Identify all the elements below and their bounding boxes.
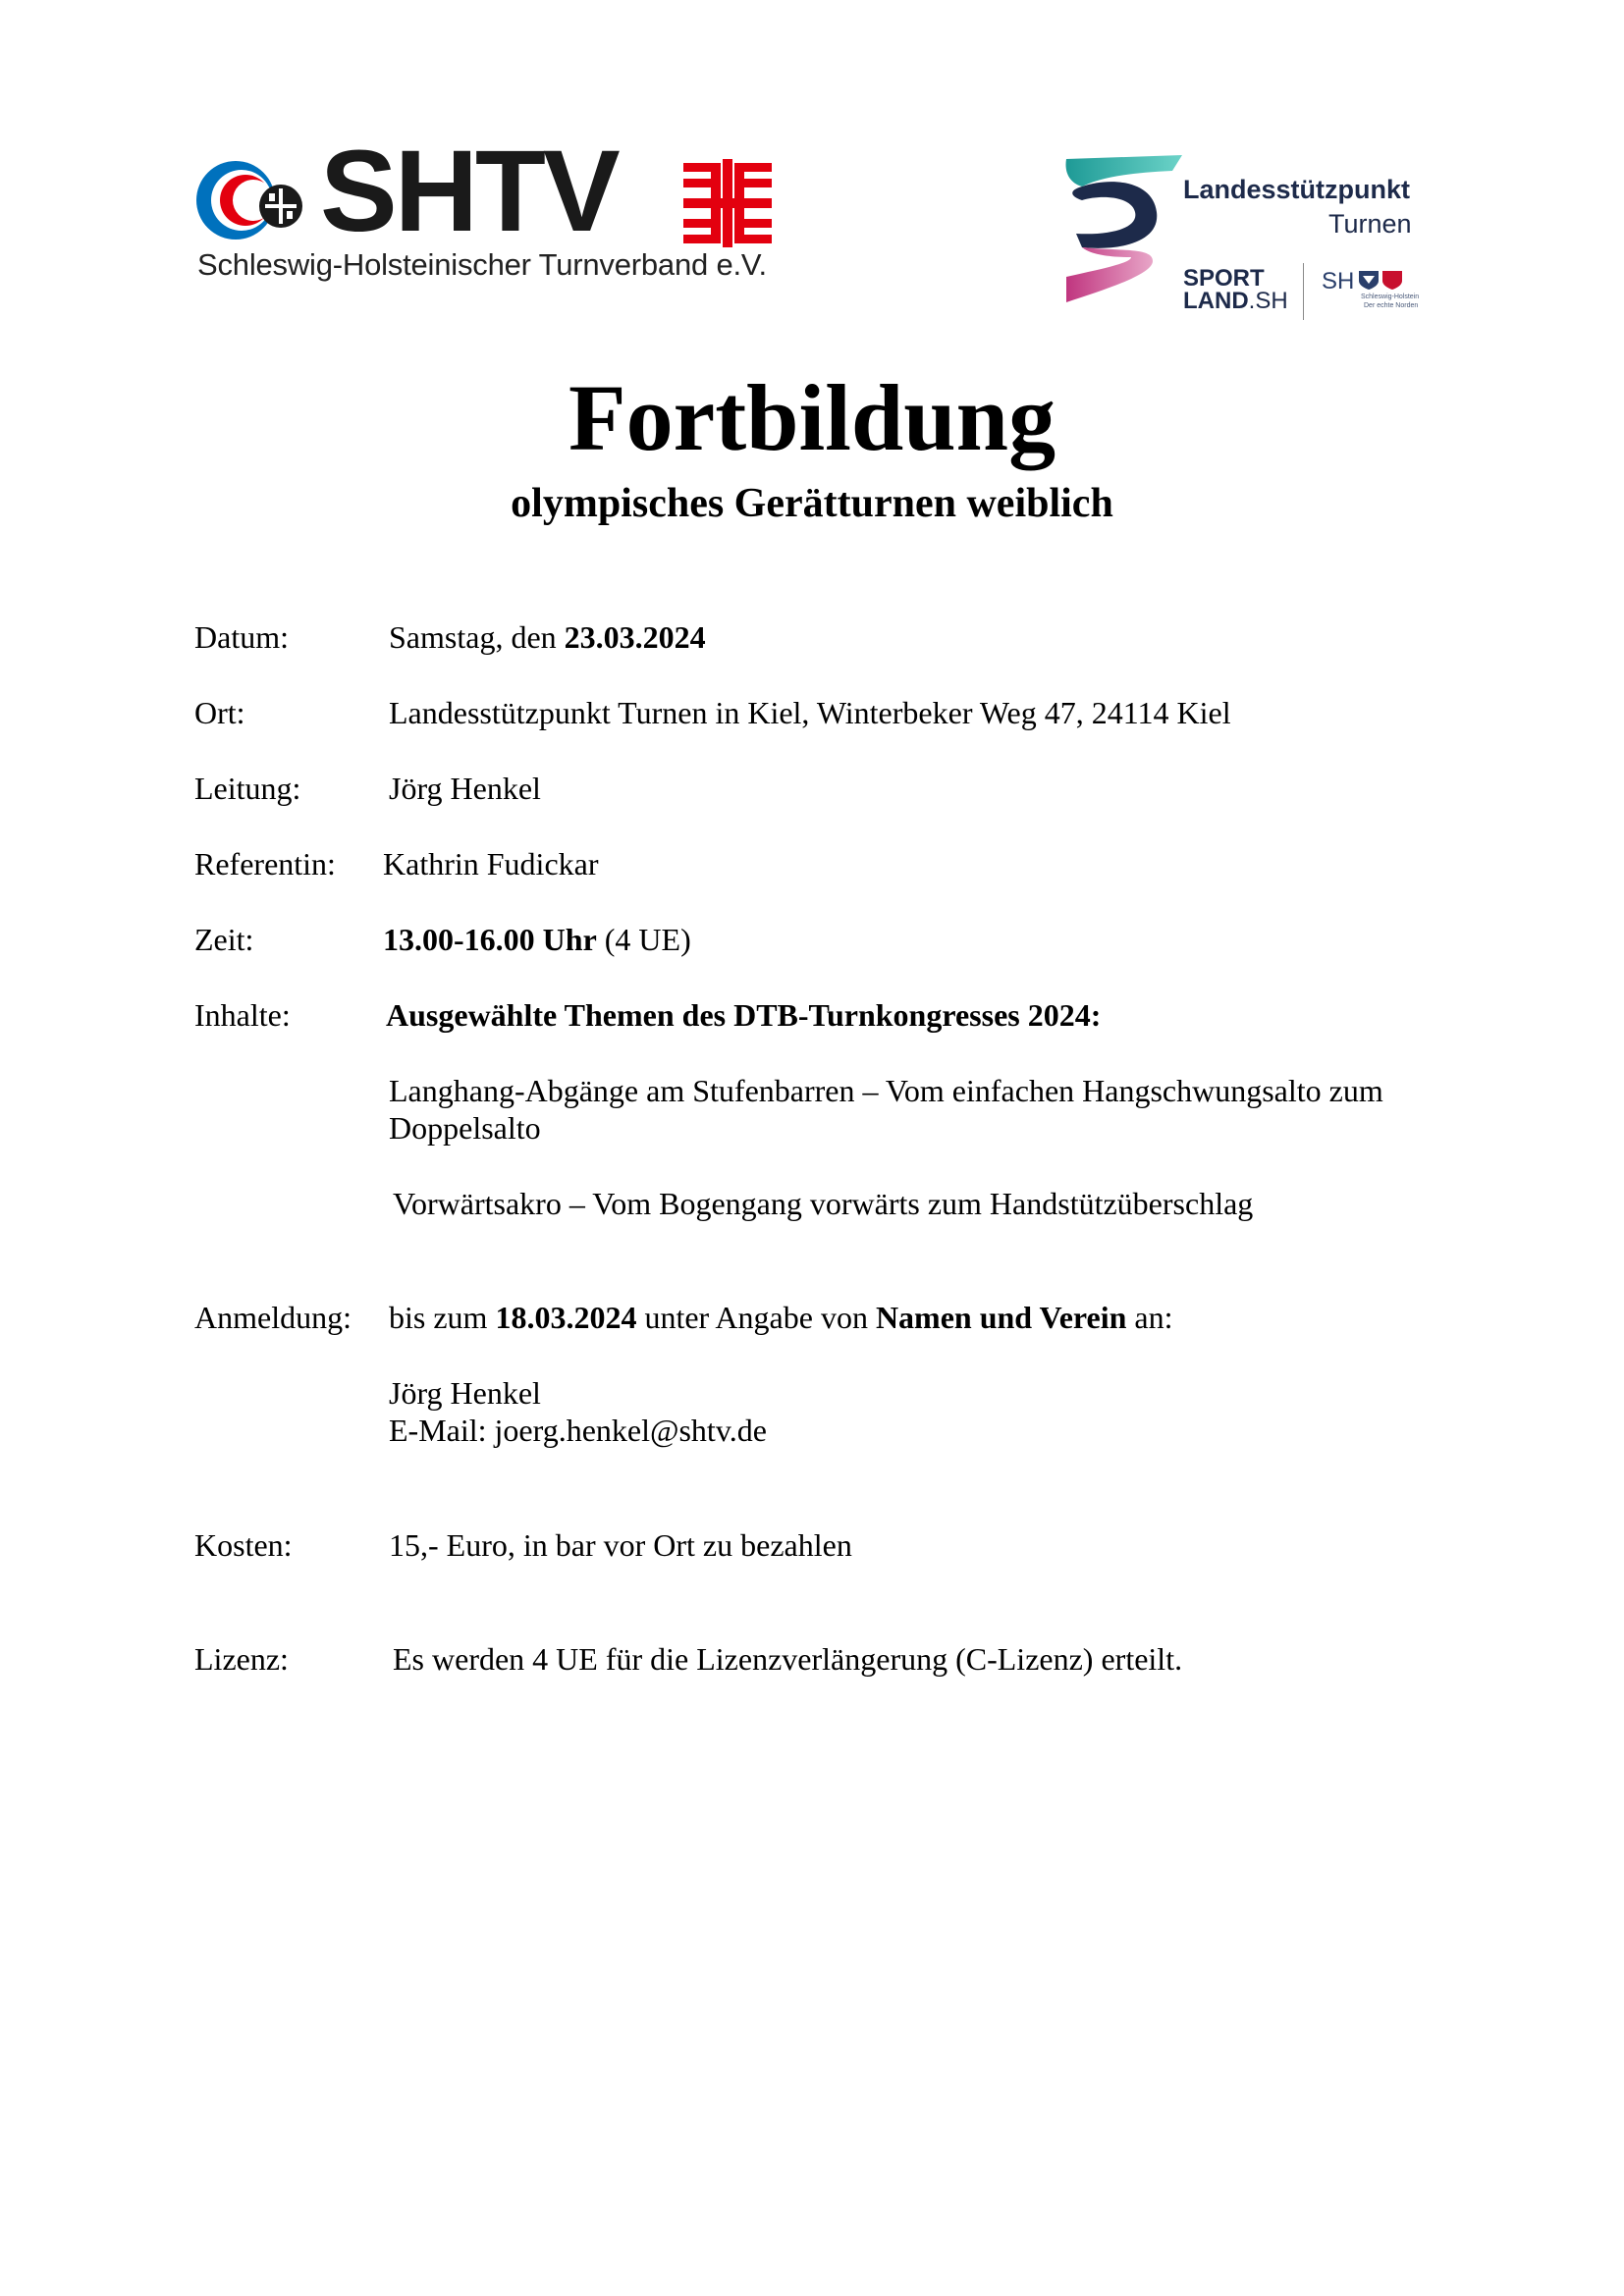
sportland-line1: SPORT [1183, 265, 1265, 292]
inhalte-heading: Ausgewählte Themen des DTB-Turnkongresses 2024: [386, 997, 1102, 1033]
value-lizenz: Es werden 4 UE für die Lizenzverlängerung (C-Lizenz) erteilt. [393, 1641, 1183, 1677]
anmeldung-date: 18.03.2024 [495, 1300, 637, 1335]
value-kosten: 15,- Euro, in bar vor Ort zu bezahlen [389, 1527, 852, 1563]
shtv-wordmark: SHTV [320, 127, 618, 256]
inhalte-topic1-line2: Doppelsalto [389, 1110, 541, 1146]
value-ort: Landesstützpunkt Turnen in Kiel, Winterbeker Weg 47, 24114 Kiel [389, 695, 1231, 730]
shtv-emblem-icon [194, 157, 312, 243]
label-referentin: Referentin: [194, 846, 336, 881]
anmeldung-pre: bis zum [389, 1300, 496, 1335]
label-ort: Ort: [194, 695, 245, 730]
sportland-suffix: .SH [1248, 288, 1288, 314]
shtv-subtitle: Schleswig-Holsteinischer Turnverband e.V. [197, 247, 767, 282]
contact-name: Jörg Henkel [389, 1375, 541, 1411]
sportland-line2 [1183, 290, 1288, 313]
value-zeit [383, 924, 691, 955]
inhalte-topic2: Vorwärtsakro – Vom Bogengang vorwärts zum Handstützüberschlag [393, 1186, 1254, 1221]
label-lizenz: Lizenz: [194, 1641, 289, 1677]
label-anmeldung: Anmeldung: [194, 1300, 352, 1335]
label-datum: Datum: [194, 619, 289, 655]
datum-date: 23.03.2024 [564, 619, 706, 655]
anmeldung-bold: Namen und Verein [875, 1300, 1127, 1335]
sh-small-line1: Schleswig-Holstein [1361, 294, 1420, 300]
value-datum [389, 621, 706, 653]
value-referentin: Kathrin Fudickar [383, 846, 599, 881]
contact-email: E-Mail: joerg.henkel@shtv.de [389, 1413, 767, 1448]
label-inhalte: Inhalte: [194, 997, 291, 1033]
lsp-ribbon-icon [1062, 153, 1190, 304]
sportland-land: LAND [1183, 288, 1249, 314]
logo-divider [1303, 263, 1304, 320]
sh-small-line2: Der echte Norden [1364, 302, 1419, 309]
sh-crest-icon [1357, 267, 1406, 291]
label-zeit: Zeit: [194, 922, 254, 957]
landesstuetzpunkt-logo [1062, 153, 1475, 325]
lsp-title-line2: Turnen [1328, 209, 1412, 239]
inhalte-topic1-line1: Langhang-Abgänge am Stufenbarren – Vom einfachen Hangschwungsalto zum [389, 1073, 1383, 1108]
zeit-suffix: (4 UE) [596, 922, 691, 957]
label-kosten: Kosten: [194, 1527, 293, 1563]
shtv-logo [194, 127, 784, 294]
anmeldung-mid: unter Angabe von [636, 1300, 876, 1335]
value-anmeldung [389, 1302, 1173, 1333]
datum-prefix: Samstag, den [389, 619, 565, 655]
page-subtitle: olympisches Gerätturnen weiblich [511, 481, 1113, 526]
turnerkreuz-icon [683, 159, 772, 247]
lsp-title-line1: Landesstützpunkt [1183, 175, 1411, 204]
label-leitung: Leitung: [194, 771, 301, 806]
sh-mark: SH [1322, 268, 1355, 294]
anmeldung-post: an: [1126, 1300, 1173, 1335]
page-title: Fortbildung [568, 365, 1056, 470]
value-leitung: Jörg Henkel [389, 771, 541, 806]
zeit-time: 13.00-16.00 Uhr [383, 922, 597, 957]
